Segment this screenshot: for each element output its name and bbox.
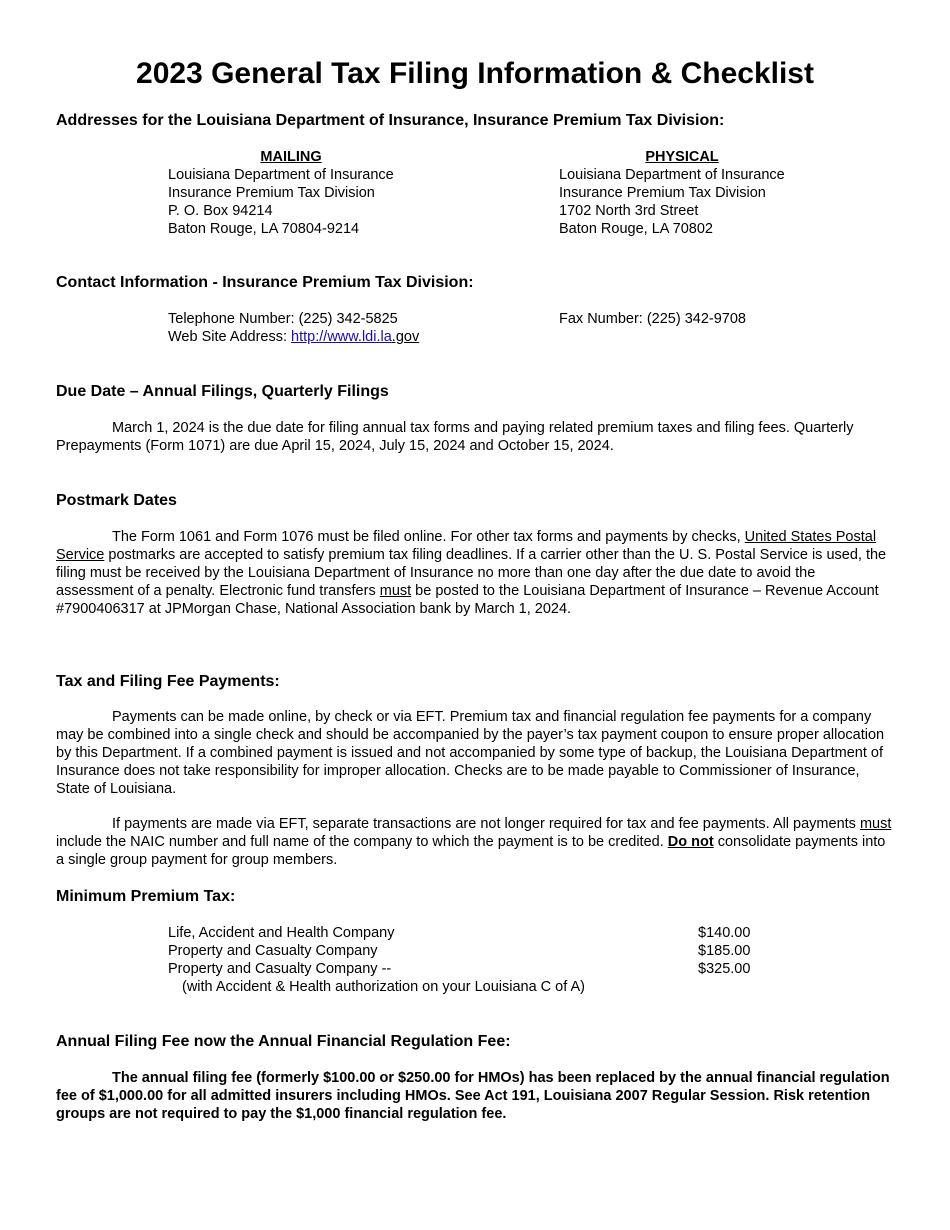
mailing-line: Baton Rouge, LA 70804-9214 <box>168 221 360 237</box>
payments-heading: Tax and Filing Fee Payments: <box>56 673 280 690</box>
payments-text-part: consolidate payments into a single group payment for group members. <box>56 834 886 868</box>
usps-underlined: United States Postal Service <box>56 529 877 563</box>
physical-address-block <box>559 148 809 238</box>
website-line <box>168 328 419 346</box>
payments-text-part: include the NAIC number and full name of the company to which the payment is to be credited. <box>56 834 668 850</box>
physical-label: PHYSICAL <box>645 149 719 165</box>
minimum-tax-label: Property and Casualty Company -- <box>168 961 392 977</box>
minimum-tax-amount: $185.00 <box>698 943 751 959</box>
website-link[interactable]: http://www.ldi.la <box>291 329 392 345</box>
contact-heading: Contact Information - Insurance Premium Tax Division: <box>56 274 474 291</box>
physical-line: Insurance Premium Tax Division <box>559 185 766 201</box>
payments-paragraph-1: Payments can be made online, by check or via EFT. Premium tax and financial regulation fee payments for a company may be combined into a single check and should be accompanied by the payer’s tax payment coupon to ensure proper allocation by this Department. If a combined payment is issued and not accompanied by some type of backup, the Louisiana Department of Insurance does not take responsibility for improper allocation. Checks are to be made payable to Commissioner of Insurance, State of Louisiana. <box>56 709 885 797</box>
minimum-tax-amount: $325.00 <box>698 961 751 977</box>
mailing-line: P. O. Box 94214 <box>168 203 273 219</box>
due-date-heading: Due Date – Annual Filings, Quarterly Filings <box>56 383 389 400</box>
telephone-number: Telephone Number: (225) 342-5825 <box>168 311 398 327</box>
physical-line: Baton Rouge, LA 70802 <box>559 221 713 237</box>
payments-text-part: If payments are made via EFT, separate transactions are not longer required for tax and fee payments. All payments <box>112 816 860 832</box>
due-date-text: March 1, 2024 is the due date for filing annual tax forms and paying related premium taxes and filing fees. Quarterly Prepayments (Form 1071) are due April 15, 2024, July 15, 2024 and October 15, 2024. <box>56 420 854 454</box>
physical-line: 1702 North 3rd Street <box>559 203 699 219</box>
must-underlined: must <box>859 816 892 832</box>
postmark-text-part: be posted to the Louisiana Department of Insurance – Revenue Account #7900406317 at JPMorgan Chase, National Association bank by March 1, 2024. <box>56 583 879 617</box>
mailing-label: MAILING <box>260 149 322 165</box>
physical-line: Louisiana Department of Insurance <box>559 167 785 183</box>
postmark-text-part: postmarks are accepted to satisfy premium tax filing deadlines. If a carrier other than the U. S. Postal Service is used, the filing must be received by the Louisiana Department of Insurance no more than one day after the due date to avoid the assessment of a penalty. Electronic fund transfers <box>56 547 887 599</box>
website-label: Web Site Address: <box>168 329 292 345</box>
mailing-line: Insurance Premium Tax Division <box>168 185 375 201</box>
page-title: 2023 General Tax Filing Information & Checklist <box>136 57 814 90</box>
minimum-tax-note: (with Accident & Health authorization on your Louisiana C of A) <box>182 979 586 995</box>
fax-number: Fax Number: (225) 342-9708 <box>559 311 746 327</box>
minimum-tax-heading: Minimum Premium Tax: <box>56 888 236 905</box>
minimum-tax-amount: $140.00 <box>698 925 751 941</box>
addresses-heading: Addresses for the Louisiana Department of Insurance, Insurance Premium Tax Division: <box>56 112 725 129</box>
must-underlined: must <box>379 583 412 599</box>
postmark-text <box>56 528 896 618</box>
minimum-tax-label: Life, Accident and Health Company <box>168 925 395 941</box>
payments-paragraph-2 <box>56 815 896 869</box>
mailing-line: Louisiana Department of Insurance <box>168 167 394 183</box>
annual-fee-heading: Annual Filing Fee now the Annual Financial Regulation Fee: <box>56 1033 511 1050</box>
annual-fee-text: The annual filing fee (formerly $100.00 or $250.00 for HMOs) has been replaced by the annual financial regulation fee of $1,000.00 for all admitted insurers including HMOs. See Act 191, Louisiana 2007 Regular Session. Risk retention groups are not required to pay the $1,000 financial regulation fee. <box>56 1070 890 1122</box>
website-suffix: .gov <box>391 329 420 345</box>
minimum-tax-label: Property and Casualty Company <box>168 943 378 959</box>
postmark-heading: Postmark Dates <box>56 492 177 509</box>
mailing-address-block <box>168 148 418 238</box>
postmark-text-part: The Form 1061 and Form 1076 must be filed online. For other tax forms and payments by checks, <box>112 529 745 545</box>
do-not-emphasis: Do not <box>667 834 714 850</box>
